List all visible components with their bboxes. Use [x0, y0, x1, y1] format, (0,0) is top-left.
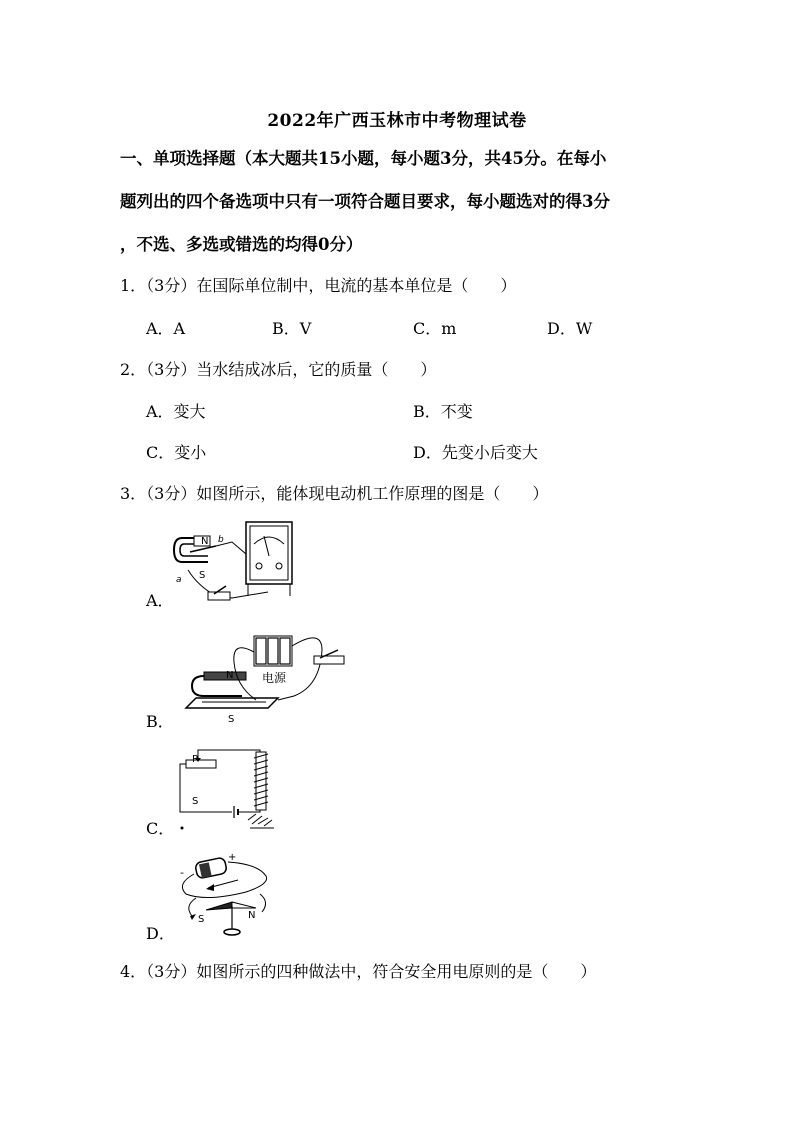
figure-b-label-source: 电源 — [262, 671, 287, 685]
figure-a-generator-galvanometer — [168, 516, 298, 608]
question-2-option-a: A．变大 — [146, 402, 206, 421]
section-header — [120, 137, 680, 266]
section-line: ，不选、多选或错选的均得0分） — [120, 235, 363, 254]
question-3-option-c-label: C． — [146, 819, 175, 838]
page-title: 2022年广西玉林市中考物理试卷 — [267, 111, 527, 131]
question-2-option-d: D．先变小后变大 — [413, 443, 538, 462]
question-2-option-c: C．变小 — [146, 443, 207, 462]
question-3-option-a-label: A． — [146, 591, 174, 610]
question-2-stem: 2．（3分）当水结成冰后，它的质量（ ） — [120, 360, 437, 379]
figure-b-motor-power-source — [182, 626, 352, 726]
figure-d-label-s: S — [198, 914, 205, 925]
figure-c-label-p: P — [192, 754, 199, 765]
question-3-stem: 3．（3分）如图所示，能体现电动机工作原理的图是（ ） — [120, 484, 549, 503]
section-line: 一、单项选择题（本大题共15小题，每小题3分，共45分。在每小 — [120, 149, 607, 168]
figure-a-label-n: N — [201, 536, 209, 547]
question-1-option-c: C．m — [413, 319, 457, 338]
figure-a-label-s: S — [199, 570, 206, 581]
figure-d-oersted-experiment — [176, 850, 276, 942]
question-1-option-b: B．V — [272, 319, 312, 338]
section-line: 题列出的四个备选项中只有一项符合题目要求，每小题选对的得3分 — [120, 192, 610, 211]
figure-d-label-plus: + — [228, 852, 237, 863]
figure-a-label-a: a — [176, 575, 182, 585]
figure-c-electromagnet-circuit — [172, 748, 292, 836]
question-1-option-d: D．W — [547, 319, 593, 338]
figure-b-label-s: S — [228, 714, 235, 725]
figure-a-label-b: b — [218, 535, 224, 545]
question-3-option-d-label: D． — [146, 924, 175, 943]
figure-d-label-minus: - — [180, 866, 184, 879]
figure-b-label-n: N — [226, 670, 234, 681]
question-1-stem: 1．（3分）在国际单位制中，电流的基本单位是（ ） — [120, 276, 517, 295]
figure-d-label-n: N — [248, 910, 256, 921]
question-3-option-b-label: B． — [146, 712, 174, 731]
figure-c-label-s: S — [192, 796, 199, 807]
question-1-option-a: A．A — [146, 319, 186, 338]
question-2-option-b: B．不变 — [413, 402, 473, 421]
question-4-stem: 4．（3分）如图所示的四种做法中，符合安全用电原则的是（ ） — [120, 962, 597, 981]
